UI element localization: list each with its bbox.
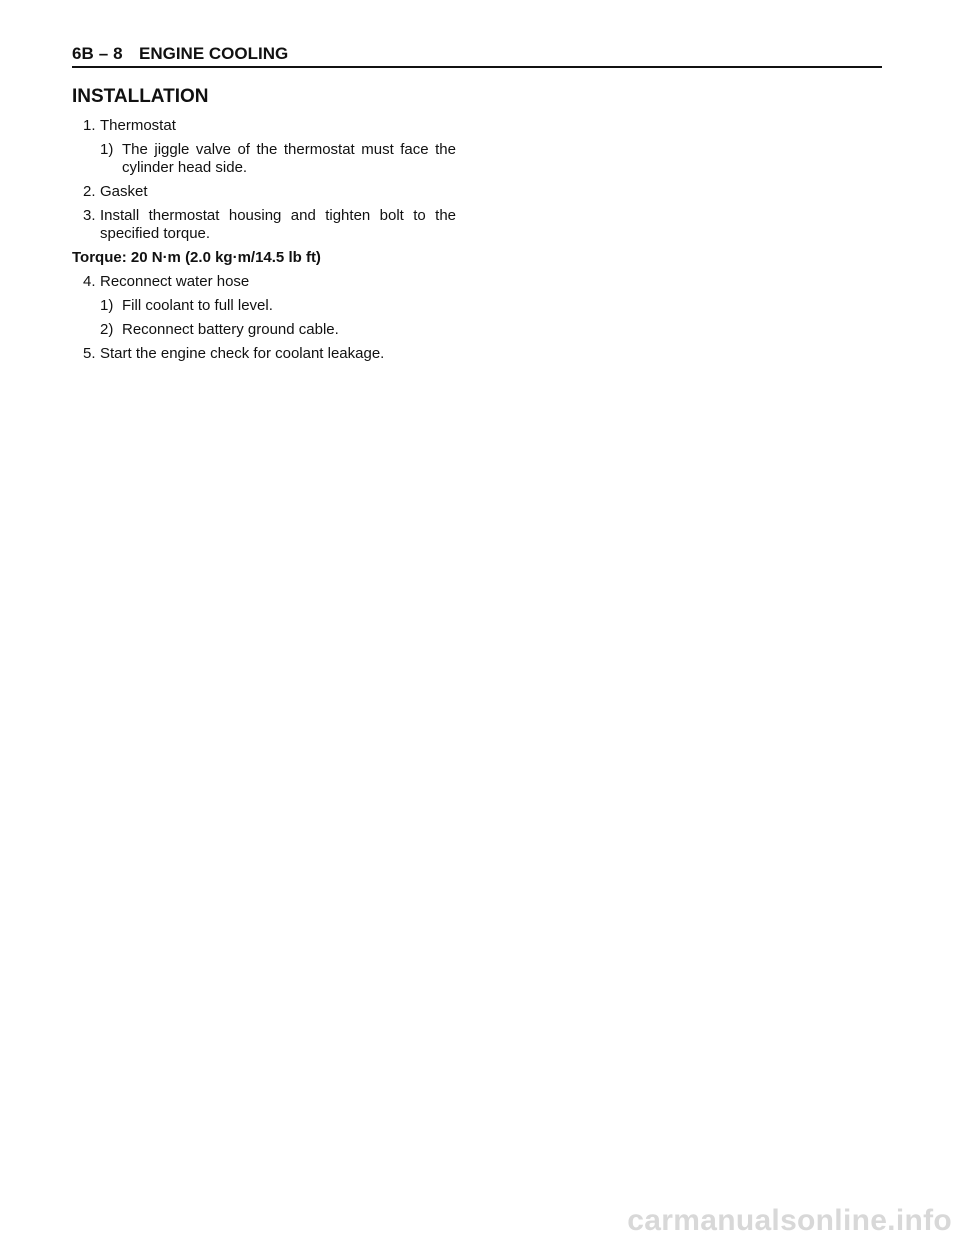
step-2 [72, 183, 456, 201]
step-text: Install thermostat housing and tighten bolt to the specified torque. [100, 207, 456, 242]
step-number: 3. [83, 207, 96, 224]
step-text: Gasket [100, 183, 148, 200]
torque-spec: Torque: 20 N·m (2.0 kg·m/14.5 lb ft) [72, 249, 321, 266]
step-text: Thermostat [100, 117, 176, 134]
installation-section [72, 86, 456, 369]
substep-text: Reconnect battery ground cable. [122, 321, 339, 338]
substep-text: The jiggle valve of the thermostat must face the cylinder head side. [122, 141, 456, 176]
section-title: INSTALLATION [72, 86, 209, 107]
substep-number: 1) [100, 297, 114, 314]
substep-1-1 [72, 141, 456, 177]
watermark: carmanualsonline.info [627, 1204, 952, 1237]
step-3 [72, 207, 456, 243]
page-header [72, 44, 882, 68]
step-text: Start the engine check for coolant leakage. [100, 345, 385, 362]
substep-4-1 [72, 297, 456, 315]
step-number: 2. [83, 183, 96, 200]
step-text: Reconnect water hose [100, 273, 250, 290]
step-number: 4. [83, 273, 96, 290]
substep-number: 2) [100, 321, 114, 338]
substep-4-2 [72, 321, 456, 339]
substep-number: 1) [100, 141, 114, 158]
step-number: 5. [83, 345, 96, 362]
step-number: 1. [83, 117, 96, 134]
chapter-title: ENGINE COOLING [139, 44, 289, 63]
step-4 [72, 273, 456, 291]
section-code: 6B – 8 [72, 44, 123, 63]
substep-text: Fill coolant to full level. [122, 297, 273, 314]
step-1 [72, 117, 456, 135]
step-5 [72, 345, 456, 363]
